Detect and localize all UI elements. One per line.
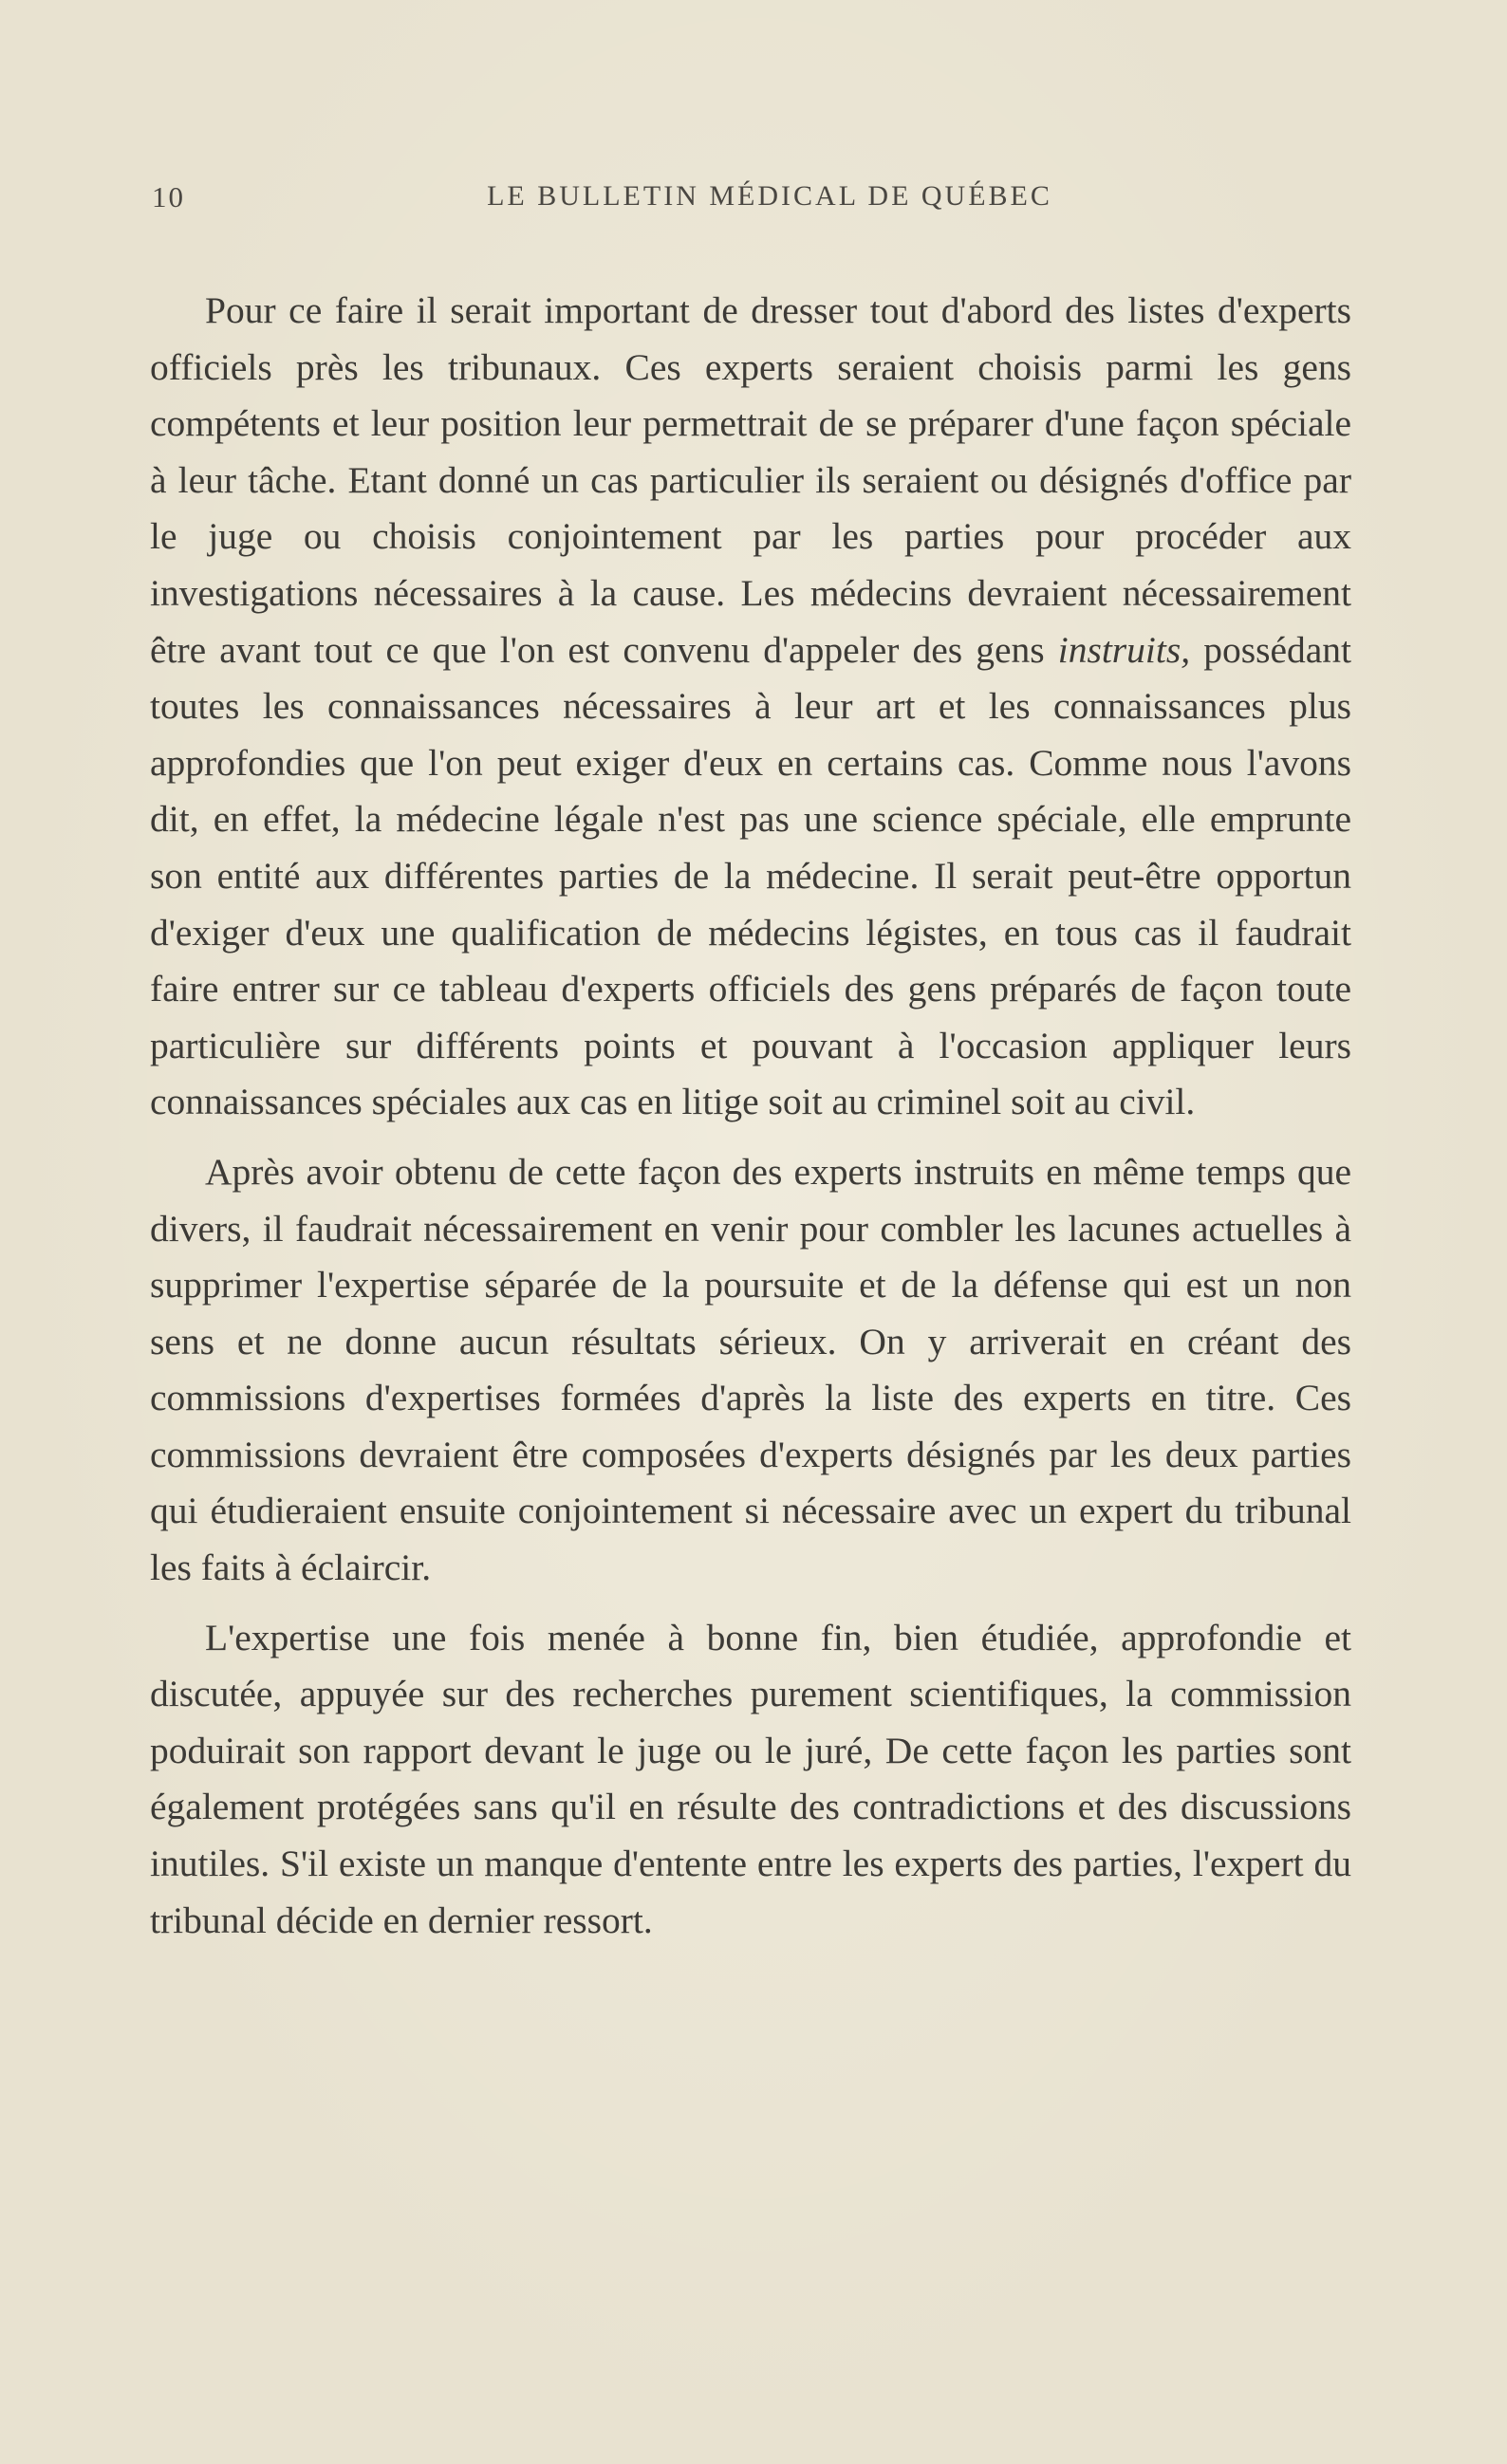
page-header [152,180,1349,228]
paragraph-2: Après avoir obtenu de cette façon des experts instruits en même temps que divers, il faudrait nécessairement en venir pour combler les lacunes actuelles à supprimer l'expertise séparée de la poursuite et de la défense qui est un non sens et ne donne aucun résultats sérieux. On y arriverait en créant des commissions d'expertises formées d'après la liste des experts en titre. Ces commissions devraient être composées d'experts désignés par les deux parties qui étudieraient ensuite conjointement si nécessaire avec un expert du tribunal les faits à éclaircir. [150,1150,1351,1589]
running-title: LE BULLETIN MÉDICAL DE QUÉBEC [487,180,1052,212]
page-number: 10 [152,180,185,213]
italic-term: instruits, [1057,628,1191,671]
article-body [150,283,1351,1949]
paragraph-1 [150,283,1351,1131]
paragraph-1-text-end: possédant toutes les connaissances nécessaires à leur art et les connaissances plus approfondies que l'on peut exiger d'eux en certains cas. Comme nous l'avons dit, en effet, la médecine légale n'est pas une science spéciale, elle emprunte son entité aux différentes parties de la médecine. Il serait peut-être opportun d'exiger d'eux une qualification de médecins légistes, en tous cas il faudrait faire entrer sur ce tableau d'experts officiels des gens préparés de façon toute particulière sur différents points et pouvant à l'occasion appliquer leurs connaissances spéciales aux cas en litige soit au criminel soit au civil. [150,628,1351,1123]
paragraph-3: L'expertise une fois menée à bonne fin, bien étudiée, approfondie et discutée, appuyée sur des recherches purement scientifiques, la commission poduirait son rapport devant le juge ou le juré, De cette façon les parties sont également protégées sans qu'il en résulte des contradictions et des discussions inutiles. S'il existe un manque d'entente entre les experts des parties, l'expert du tribunal décide en dernier ressort. [150,1616,1351,1941]
paragraph-1-text-start: Pour ce faire il serait important de dresser tout d'abord des listes d'experts officiels près les tribunaux. Ces experts seraient choisis parmi les gens compétents et leur position leur permettrait de se préparer d'une façon spéciale à leur tâche. Etant donné un cas particulier ils seraient ou désignés d'office par le juge ou choisis conjointement par les parties pour procéder aux investigations nécessaires à la cause. Les médecins devraient nécessairement être avant tout ce que l'on est convenu d'appeler des gens [150,289,1351,671]
